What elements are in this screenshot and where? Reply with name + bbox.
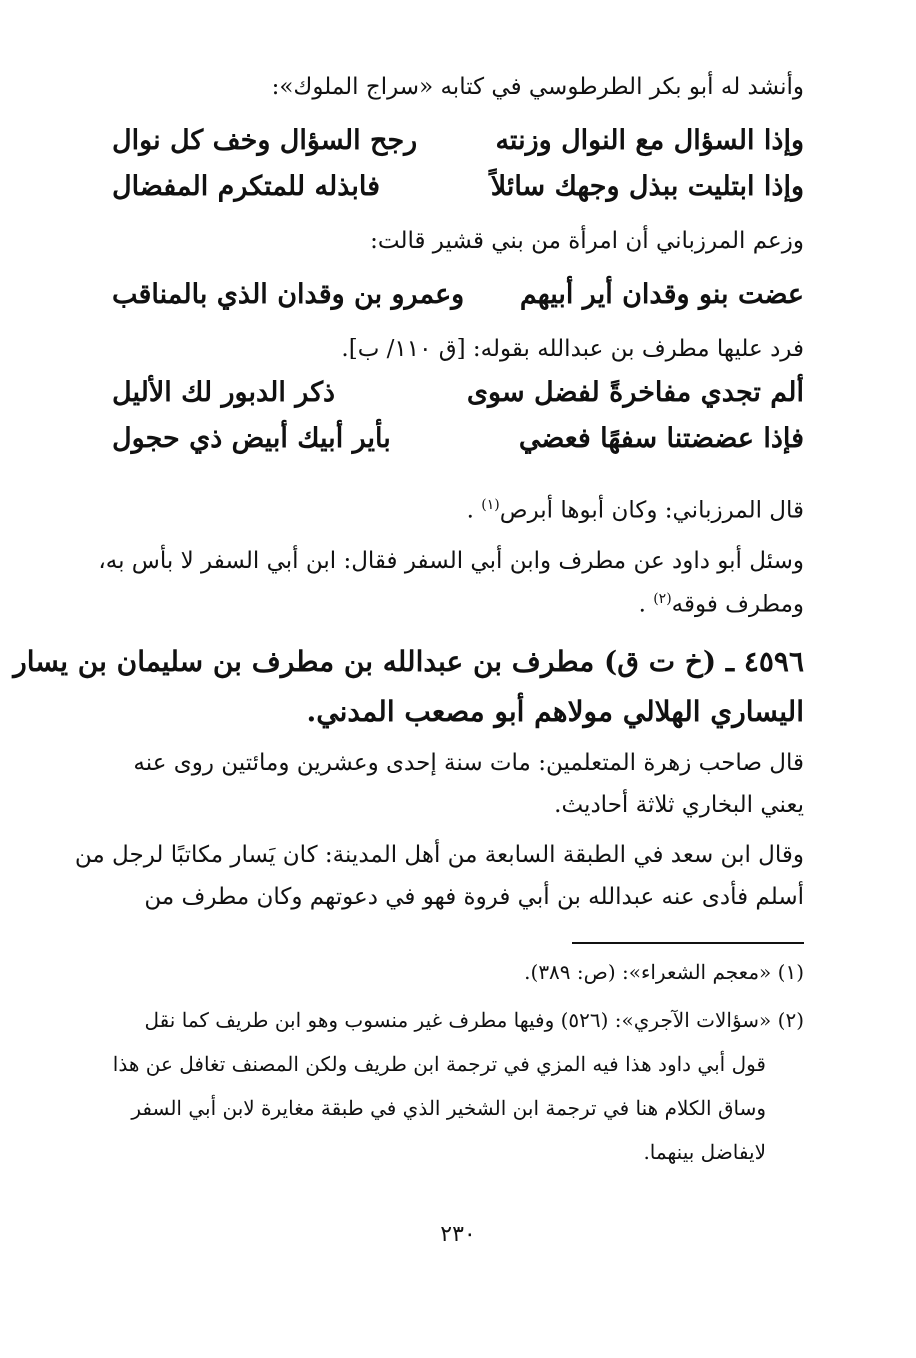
text-line: وزعم المرزباني أن امرأة من بني قشير قالت: [370,228,804,254]
verse-hemistich-second: وعمرو بن وقدان الذي بالمناقب [112,279,465,310]
line-end: . [466,497,482,524]
line-text: ومطرف فوقه [671,591,804,618]
text-line: وأنشد له أبو بكر الطرطوسي في كتابه «سراج الملوك»: [271,74,804,100]
footnote-continued: وساق الكلام هنا في ترجمة ابن الشخير الذي في طبقة مغايرة لابن أبي السفر [131,1096,766,1120]
footnote-continued: قول أبي داود هذا فيه المزي في ترجمة ابن طريف ولكن المصنف تغافل عن هذا [112,1052,766,1076]
text-line: قال صاحب زهرة المتعلمين: مات سنة إحدى وعشرين ومائتين روى عنه [133,750,804,776]
entry-heading-continued: اليساري الهلالي مولاهم أبو مصعب المدني. [306,695,804,728]
verse-hemistich-first: وإذا ابتليت ببذل وجهك سائلاً [490,171,804,202]
verse-hemistich-first: وإذا السؤال مع النوال وزنته [495,125,804,156]
page-number: ٢٣٠ [440,1222,476,1247]
verse-hemistich-first: عضت بنو وقدان أير أبيهم [519,279,804,310]
footnote-ref: (١) [481,497,500,513]
footnote-separator [572,942,804,944]
footnote-continued: لايفاضل بينهما. [643,1140,766,1164]
footnote: (٢) «سؤالات الآجري»: (٥٢٦) وفيها مطرف غير منسوب وهو ابن طريف كما نقل [144,1008,804,1032]
text-line: يعني البخاري ثلاثة أحاديث. [554,792,804,818]
footnote-ref: (٢) [653,591,672,607]
text-line: فرد عليها مطرف بن عبدالله بقوله: [ق ١١٠/ ب]. [341,336,804,362]
text-line: أسلم فأدى عنه عبدالله بن أبي فروة فهو في دعوتهم وكان مطرف من [144,884,804,910]
text-line [112,584,804,620]
footnote: (١) «معجم الشعراء»: (ص: ٣٨٩). [524,960,804,984]
verse-hemistich-second: رجح السؤال وخف كل نوال [112,125,418,156]
verse-hemistich-first: فإذا عضضتنا سفهًا فعضي [518,423,804,454]
verse-hemistich-second: فابذله للمتكرم المفضال [112,171,381,202]
verse-hemistich-second: بأير أبيك أبيض ذي حجول [112,423,391,454]
entry-heading: ٤٥٩٦ ـ (خ ت ق) مطرف بن عبدالله بن مطرف بن سليمان بن يسار [13,645,804,678]
text-line: وقال ابن سعد في الطبقة السابعة من أهل المدينة: كان يَسار مكاتبًا لرجل من [74,842,804,868]
line-end: . [638,591,654,618]
line-text: قال المرزباني: وكان أبوها أبرص [499,497,804,524]
text-line [112,490,804,526]
verse-hemistich-second: ذكر الدبور لك الأليل [112,377,336,408]
text-line: وسئل أبو داود عن مطرف وابن أبي السفر فقال: ابن أبي السفر لا بأس به، [98,548,804,574]
verse-hemistich-first: ألم تجدي مفاخرةً لفضل سوى [466,377,804,408]
